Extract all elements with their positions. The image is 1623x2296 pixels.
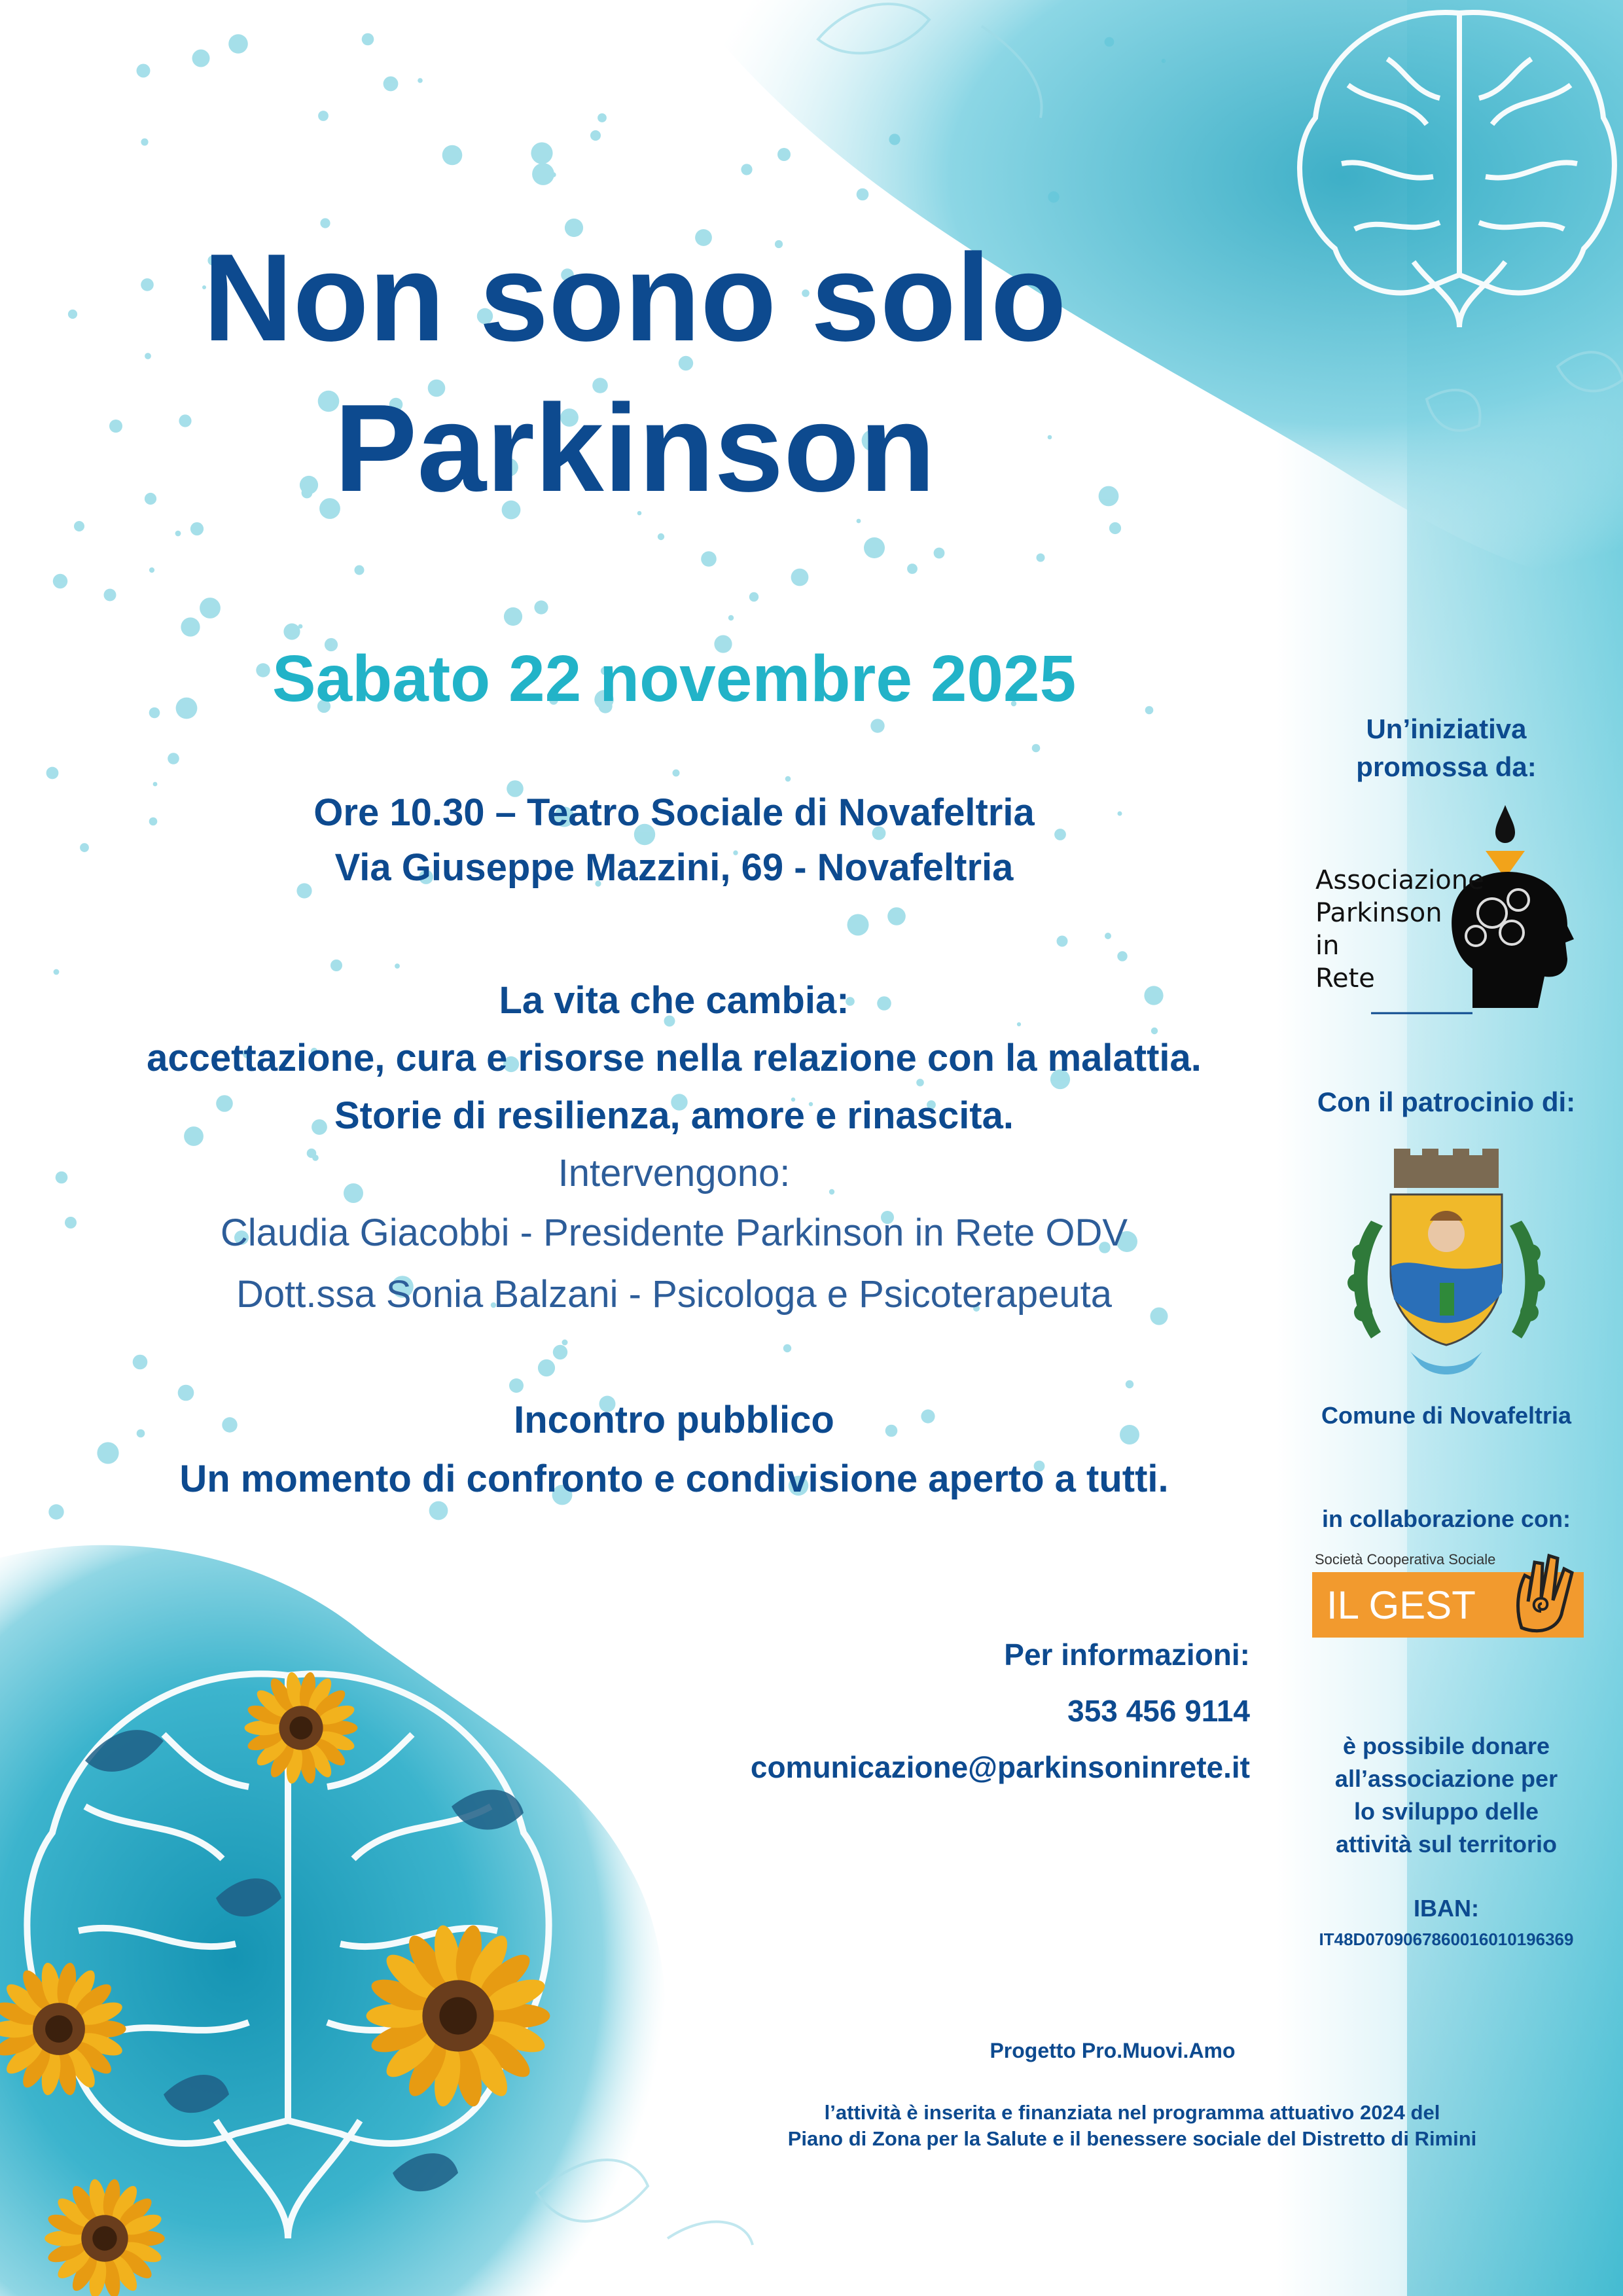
donation-line: è possibile donare [1342,1732,1550,1759]
promoted-line-2: promossa da: [1356,751,1537,782]
decorative-dot [1126,1380,1133,1388]
contact-heading: Per informazioni: [1004,1638,1250,1672]
donation-line: all’associazione per [1334,1765,1558,1792]
decorative-dot [141,138,148,145]
decorative-dot [783,1344,791,1352]
donation-info [1283,1730,1610,1861]
decorative-dot [562,1340,568,1346]
funding-note [707,2100,1558,2152]
il-gesto-logo [1312,1551,1587,1638]
donation-line: lo sviluppo delle [1353,1798,1539,1825]
event-theme [65,972,1283,1325]
decorative-dot [1037,554,1045,562]
decorative-dot [168,753,179,764]
associazione-logo [1309,792,1590,1021]
promoted-line-1: Un’iniziativa [1366,713,1527,744]
decorative-dot [531,142,552,164]
decorative-dot [907,564,918,574]
decorative-dot [864,537,885,558]
contact-email[interactable]: comunicazione@parkinsoninrete.it [750,1750,1250,1784]
decorative-dot [1105,933,1111,939]
decorative-dot [785,776,791,782]
page-title [79,223,1191,524]
decorative-dot [442,145,463,166]
gesto-name: IL GEST [1327,1583,1476,1627]
contact-info [596,1626,1250,1795]
decorative-dot [658,533,664,540]
decorative-dot [741,164,752,175]
assoc-logo-line-1: Associazione [1315,865,1484,895]
decorative-dot [538,1359,555,1376]
decorative-dot [68,310,77,319]
decorative-dot [200,598,221,619]
decorative-dot [887,907,906,925]
decorative-dot [149,567,154,573]
decorative-dot [701,551,717,567]
public-line-1: Incontro pubblico [514,1399,834,1441]
decorative-dot [298,624,303,629]
public-meeting [65,1391,1283,1509]
decorative-dot [597,113,607,122]
decorative-dot [934,548,945,559]
assoc-logo-line-3: in [1315,931,1340,961]
decorative-dot [1109,522,1121,534]
iban-value: IT48D0709067860016010196369 [1319,1929,1574,1949]
decorative-dot [133,1355,148,1370]
decorative-dot [46,767,59,780]
event-date: Sabato 22 novembre 2025 [272,642,1077,715]
decorative-dot [283,623,300,639]
theme-line-1: La vita che cambia: [499,979,849,1022]
decorative-dot [137,64,151,78]
decorative-dot [749,592,758,601]
decorative-dot [857,188,869,201]
assoc-logo-line-4: Rete [1315,963,1375,994]
decorative-dot [318,111,329,121]
decorative-dot [1032,744,1041,753]
decorative-dot [1057,936,1068,947]
decorative-dot [355,565,365,575]
decorative-dot [504,607,522,626]
decorative-dot [383,77,399,92]
decorative-dot [228,34,248,54]
decorative-dot [777,148,791,161]
decorative-dot [1117,951,1127,961]
decorative-dot [728,615,734,620]
promoted-by-label [1283,710,1610,786]
speakers-heading: Intervengono: [558,1152,791,1194]
patronage-label: Con il patrocinio di: [1317,1086,1576,1117]
comune-label: Comune di Novafeltria [1321,1402,1572,1429]
decorative-dot [418,78,423,83]
collaboration-label: in collaborazione con: [1321,1505,1571,1532]
theme-line-3: Storie di resilienza, amore e rinascita. [334,1094,1014,1137]
title-line-1: Non sono solo [203,228,1067,367]
donation-line: attività sul territorio [1335,1831,1558,1857]
hand-spiral-icon [1508,1549,1580,1638]
decorative-dot [192,50,210,67]
decorative-dot [534,600,548,614]
decorative-dot [104,589,116,601]
decorative-dot [48,1504,63,1519]
decorative-dot [181,617,200,636]
decorative-dot [590,130,601,141]
funding-line-2: Piano di Zona per la Salute e il benessere sociale del Distretto di Rimini [787,2127,1477,2150]
venue-time-place: Ore 10.30 – Teatro Sociale di Novafeltria [313,791,1035,834]
project-name: Progetto Pro.Muovi.Amo [990,2039,1236,2062]
assoc-logo-line-2: Parkinson [1315,898,1442,928]
speaker-item: Dott.ssa Sonia Balzani - Psicologa e Psicoterapeuta [236,1273,1112,1316]
decorative-dot [1162,59,1166,63]
decorative-dot [847,914,869,936]
venue [65,785,1283,895]
decorative-dot [395,963,400,969]
decorative-dot [870,719,884,732]
iban-label: IBAN: [1414,1895,1479,1922]
theme-line-2: accettazione, cura e risorse nella relazione con la malattia. [147,1037,1202,1079]
coat-of-arms-icon [1332,1142,1561,1397]
decorative-dot [673,770,680,777]
decorative-dot [1048,191,1059,202]
decorative-dot [532,163,554,185]
contact-phone[interactable]: 353 456 9114 [1067,1694,1250,1728]
decorative-dot [330,960,342,971]
decorative-dot [889,134,900,145]
funding-line-1: l’attività è inserita e finanziata nel programma attuativo 2024 del [824,2101,1440,2124]
decorative-dot [791,569,809,586]
gesto-subtitle: Società Cooperativa Sociale [1315,1551,1496,1568]
speaker-item: Claudia Giacobbi - Presidente Parkinson in Rete ODV [220,1211,1128,1254]
decorative-dot [54,969,60,975]
decorative-dot [553,1345,567,1359]
decorative-dot [175,531,181,537]
title-line-2: Parkinson [334,379,936,518]
decorative-dot [53,574,67,588]
decorative-dot [1105,37,1115,47]
venue-address: Via Giuseppe Mazzini, 69 - Novafeltria [334,846,1014,889]
decorative-dot [362,33,374,46]
decorative-dot [190,522,204,535]
public-line-2: Un momento di confronto e condivisione aperto a tutti. [179,1458,1169,1500]
